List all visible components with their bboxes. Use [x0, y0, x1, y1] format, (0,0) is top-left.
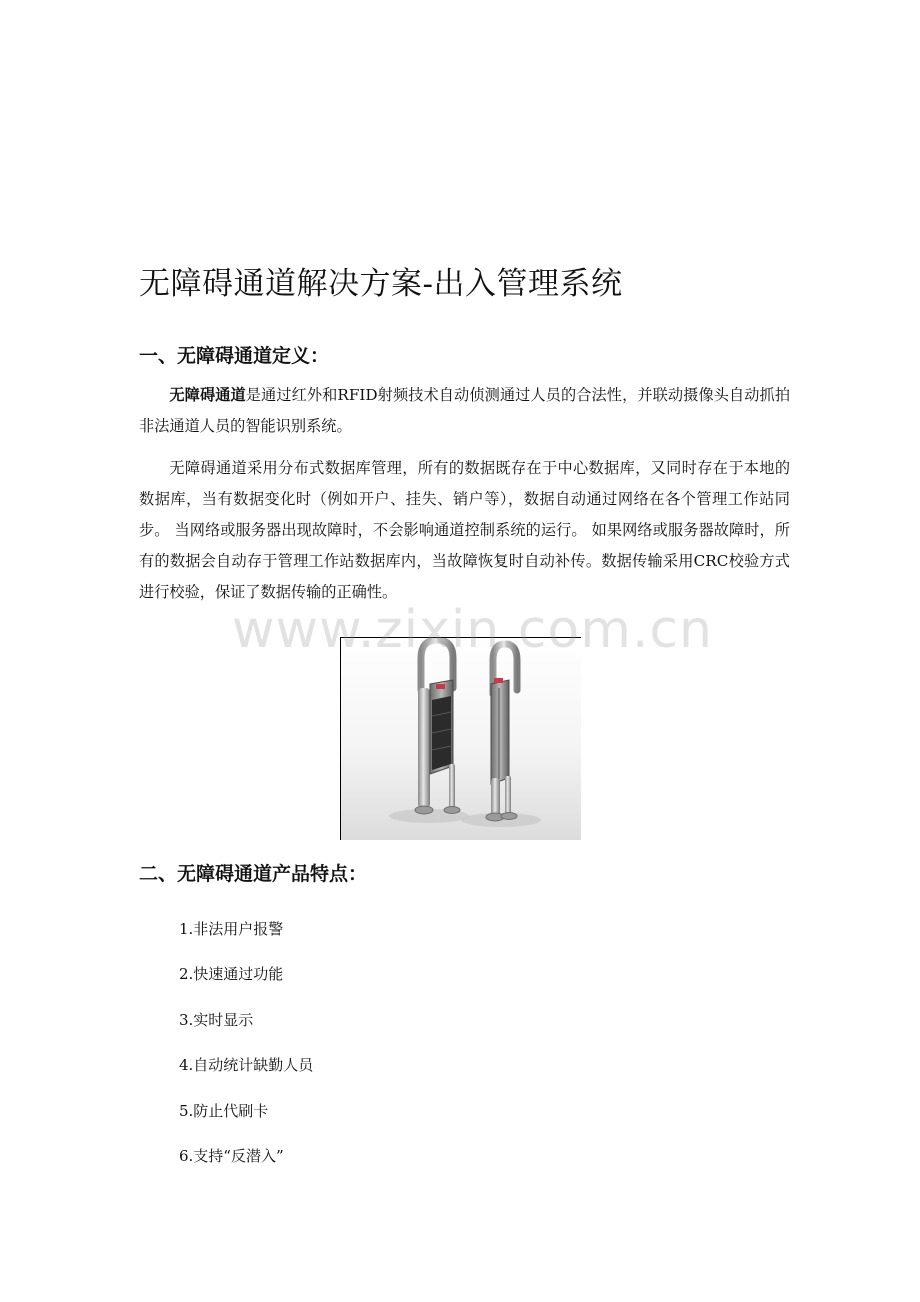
section-heading-definition: 一、无障碍通道定义： — [139, 345, 330, 367]
feature-item-1: 1.非法用户报警 — [179, 920, 284, 938]
feature-list — [179, 912, 313, 1184]
feature-item-6: 6.支持“反潜入” — [179, 1146, 284, 1165]
database-paragraph: 无障碍通道采用分布式数据库管理，所有的数据既存在于中心数据库，又同时存在于本地的数据库，当有数据变化时（例如开户、挂失、销户等），数据自动通过网络在各个管理工作站同步。 当网络或服务器出现故障时，不会影响通道控制系统的运行。 如果网络或服务器故障时，所有的数据会自动存于管理工作站数据库内，当故障恢复时自动补传。数据传输采用CRC校验方式进行校验，保证了数据传输的正确性。 — [139, 459, 790, 601]
section-heading-features: 二、无障碍通道产品特点： — [139, 863, 368, 885]
definition-text: 是通过红外和RFID射频技术自动侦测通过人员的合法性，并联动摄像头自动抓拍非法通道人员的智能识别系统。 — [139, 386, 791, 435]
watermark: www.zixin.com.cn — [232, 600, 713, 660]
feature-item-4: 4.自动统计缺勤人员 — [179, 1056, 314, 1075]
defined-term: 无障碍通道 — [169, 386, 246, 404]
definition-paragraph — [139, 380, 790, 442]
product-photo — [340, 637, 581, 840]
feature-item-2: 2.快速通过功能 — [179, 965, 284, 984]
page-title: 无障碍通道解决方案-出入管理系统 — [139, 266, 623, 302]
barrier-free-gate-illustration — [341, 638, 581, 840]
feature-item-5: 5.防止代刷卡 — [179, 1101, 269, 1120]
feature-item-3: 3.实时显示 — [179, 1010, 254, 1029]
